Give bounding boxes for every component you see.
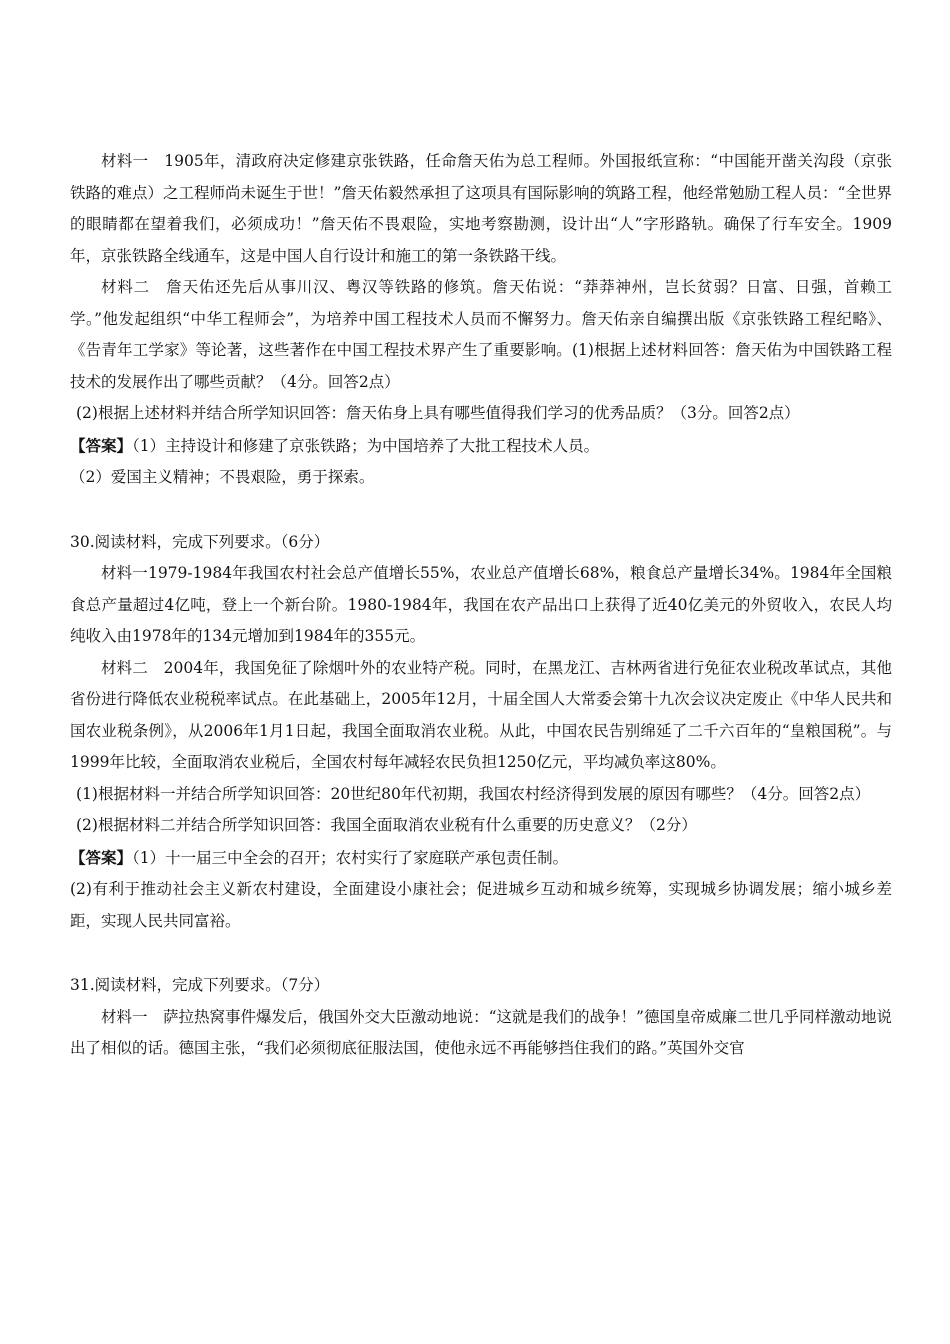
q30-material-2: 材料二 2004年，我国免征了除烟叶外的农业特产税。同时，在黑龙江、吉林两省进行免征农业税改革试点，其他省份进行降低农业税税率试点。在此基础上，2005年12月，十届全国人大常委会第十九次会议决定废止《中华人民共和国农业税条例》，从2006年1月1日起，我国全面取消农业税。从此，中国农民告别绵延了二千六百年的“皇粮国税”。与1999年比较，全面取消农业税后，全国农村每年减轻农民负担1250亿元，平均减负率这80%。 <box>70 658 892 771</box>
q29-answer-1 <box>70 430 892 463</box>
answer-tag: 【答案】 <box>70 847 133 867</box>
q30-answer-1-text: （1）十一届三中全会的召开；农村实行了家庭联产承包责任制。 <box>132 848 569 867</box>
spacer <box>70 937 892 970</box>
q30-answer-1 <box>70 842 892 875</box>
q31-title: 31.阅读材料，完成下列要求。（7分） <box>70 976 330 994</box>
q30-material-1: 材料一1979-1984年我国农村社会总产值增长55%，农业总产值增长68%，粮食总产量增长34%。1984年全国粮食总产量超过4亿吨，登上一个新台阶。1980-1984年，我国在农产品出口上获得了近40亿美元的外贸收入，农民人均纯收入由1978年的134元增加到1984年的355元。 <box>70 564 892 645</box>
q29-answer-2: （2）爱国主义精神；不畏艰险，勇于探索。 <box>70 468 375 486</box>
answer-tag: 【答案】 <box>70 435 133 455</box>
document-page <box>70 146 892 1065</box>
q31-material-1: 材料一 萨拉热窝事件爆发后，俄国外交大臣激动地说：“这就是我们的战争！”德国皇帝威廉二世几乎同样激动地说出了相似的话。德国主张，“我们必须彻底征服法国，使他永远不再能够挡住我们的路。”英国外交官 <box>70 1007 892 1057</box>
q29-material-2: 材料二 詹天佑还先后从事川汉、粤汉等铁路的修筑。詹天佑说：“莽莽神州，岂长贫弱？日富、日强，首赖工学。”他发起组织“中华工程师会”，为培养中国工程技术人员而不懈努力。詹天佑亲自编撰出版《京张铁路工程纪略》、《告青年工学家》等论著，这些著作在中国工程技术界产生了重要影响。(1)根据上述材料回答：詹天佑为中国铁路工程技术的发展作出了哪些贡献？（4分。回答2点） <box>70 278 892 391</box>
q29-answer-1-text: （1）主持设计和修建了京张铁路；为中国培养了大批工程技术人员。 <box>132 436 600 455</box>
q30-answer-2: (2)有利于推动社会主义新农村建设，全面建设小康社会；促进城乡互动和城乡统筹，实现城乡协调发展；缩小城乡差距，实现人民共同富裕。 <box>70 880 892 930</box>
q30-question-1: (1)根据材料一并结合所学知识回答：20世纪80年代初期，我国农村经济得到发展的原因有哪些？（4分。回答2点） <box>76 784 871 803</box>
q29-material-1: 材料一 1905年，清政府决定修建京张铁路，任命詹天佑为总工程师。外国报纸宣称：“中国能开凿关沟段（京张铁路的难点）之工程师尚未诞生于世！”詹天佑毅然承担了这项具有国际影响的筑路工程，他经常勉励工程人员：“全世界的眼睛都在望着我们，必须成功！”詹天佑不畏艰险，实地考察勘测，设计出“人”字形路轨。确保了行车安全。1909年，京张铁路全线通车，这是中国人自行设计和施工的第一条铁路干线。 <box>70 152 892 265</box>
q29-question-2: (2)根据上述材料并结合所学知识回答：詹天佑身上具有哪些值得我们学习的优秀品质？（3分。回答2点） <box>76 404 800 422</box>
q30-question-2: (2)根据材料二并结合所学知识回答：我国全面取消农业税有什么重要的历史意义？（2分） <box>76 816 697 834</box>
q30-title: 30.阅读材料，完成下列要求。（6分） <box>70 532 330 551</box>
spacer <box>70 494 892 527</box>
